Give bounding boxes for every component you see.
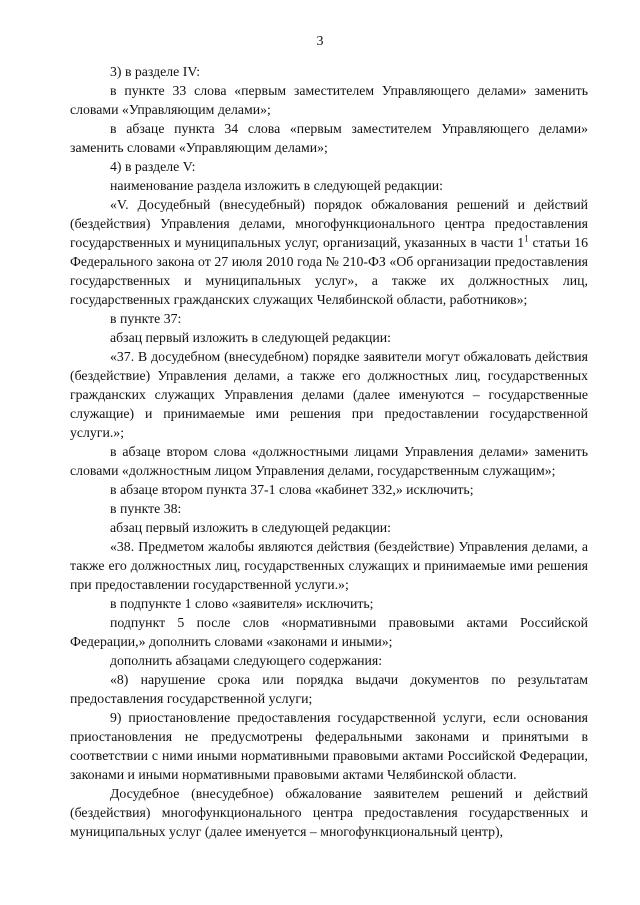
document-body	[70, 62, 588, 841]
paragraph: абзац первый изложить в следующей редакции:	[110, 520, 391, 535]
paragraph: «8) нарушение срока или порядка выдачи документов по результатам предоставления государственной услуги;	[70, 672, 588, 706]
paragraph: «38. Предметом жалобы являются действия (бездействие) Управления делами, а также его должностных лиц, государственных служащих и принимаемые ими решения при предоставлении государственной услуги.»;	[70, 539, 588, 592]
superscript-part-number: 1	[524, 233, 529, 244]
paragraph: Досудебное (внесудебное) обжалование заявителем решений и действий (бездействия) многофункционального центра предоставления государственных и муниципальных услуг (далее именуется – многофункциональный центр),	[70, 786, 588, 839]
section-title-part-1: «V. Досудебный (внесудебный) порядок обжалования решений и действий (бездействия) Управления делами, многофункционального центра предоставления государственных и муниципальных услуг, организаций, указанных в части 1	[70, 197, 588, 250]
paragraph: в пункте 33 слова «первым заместителем Управляющего делами» заменить словами «Управляющим делами»;	[70, 83, 588, 117]
paragraph: подпункт 5 после слов «нормативными правовыми актами Российской Федерации,» дополнить словами «законами и иными»;	[70, 615, 588, 649]
paragraph: дополнить абзацами следующего содержания:	[110, 653, 383, 668]
page-number: 3	[316, 34, 324, 49]
paragraph: 3) в разделе IV:	[110, 64, 201, 79]
paragraph: 9) приостановление предоставления государственной услуги, если основания приостановления не предусмотрены федеральными законами и принятыми в соответствии с ними иными нормативными правовыми актами Российской Федерации, законами и иными нормативными правовыми актами Челябинской области.	[70, 710, 588, 782]
paragraph: абзац первый изложить в следующей редакции:	[110, 330, 391, 345]
paragraph: в подпункте 1 слово «заявителя» исключить;	[110, 596, 374, 611]
paragraph: в абзаце втором слова «должностными лицами Управления делами» заменить словами «должностным лицом Управления делами, государственным служащим»;	[70, 444, 588, 478]
paragraph: в пункте 37:	[110, 311, 182, 326]
paragraph: в абзаце пункта 34 слова «первым заместителем Управляющего делами» заменить словами «Управляющим делами»;	[70, 121, 588, 155]
section-title-part-2: статьи 16 Федерального закона от 27 июля 2010 года № 210-ФЗ «Об организации предоставления государственных и муниципальных услуг», а также их должностных лиц, государственных гражданских служащих Челябинской области, работников»;	[70, 235, 588, 307]
paragraph: в абзаце втором пункта 37-1 слова «кабинет 332,» исключить;	[110, 482, 474, 497]
paragraph: «37. В досудебном (внесудебном) порядке заявители могут обжаловать действия (бездействие) Управления делами, а также его должностных лиц, государственных гражданских служащих Управления делами (далее именуются – государственные служащие) и принимаемые ими решения при предоставлении государственной услуги.»;	[70, 349, 588, 440]
paragraph: в пункте 38:	[110, 501, 182, 516]
paragraph-section-title	[70, 195, 588, 309]
paragraph: 4) в разделе V:	[110, 159, 196, 174]
paragraph: наименование раздела изложить в следующей редакции:	[110, 178, 443, 193]
